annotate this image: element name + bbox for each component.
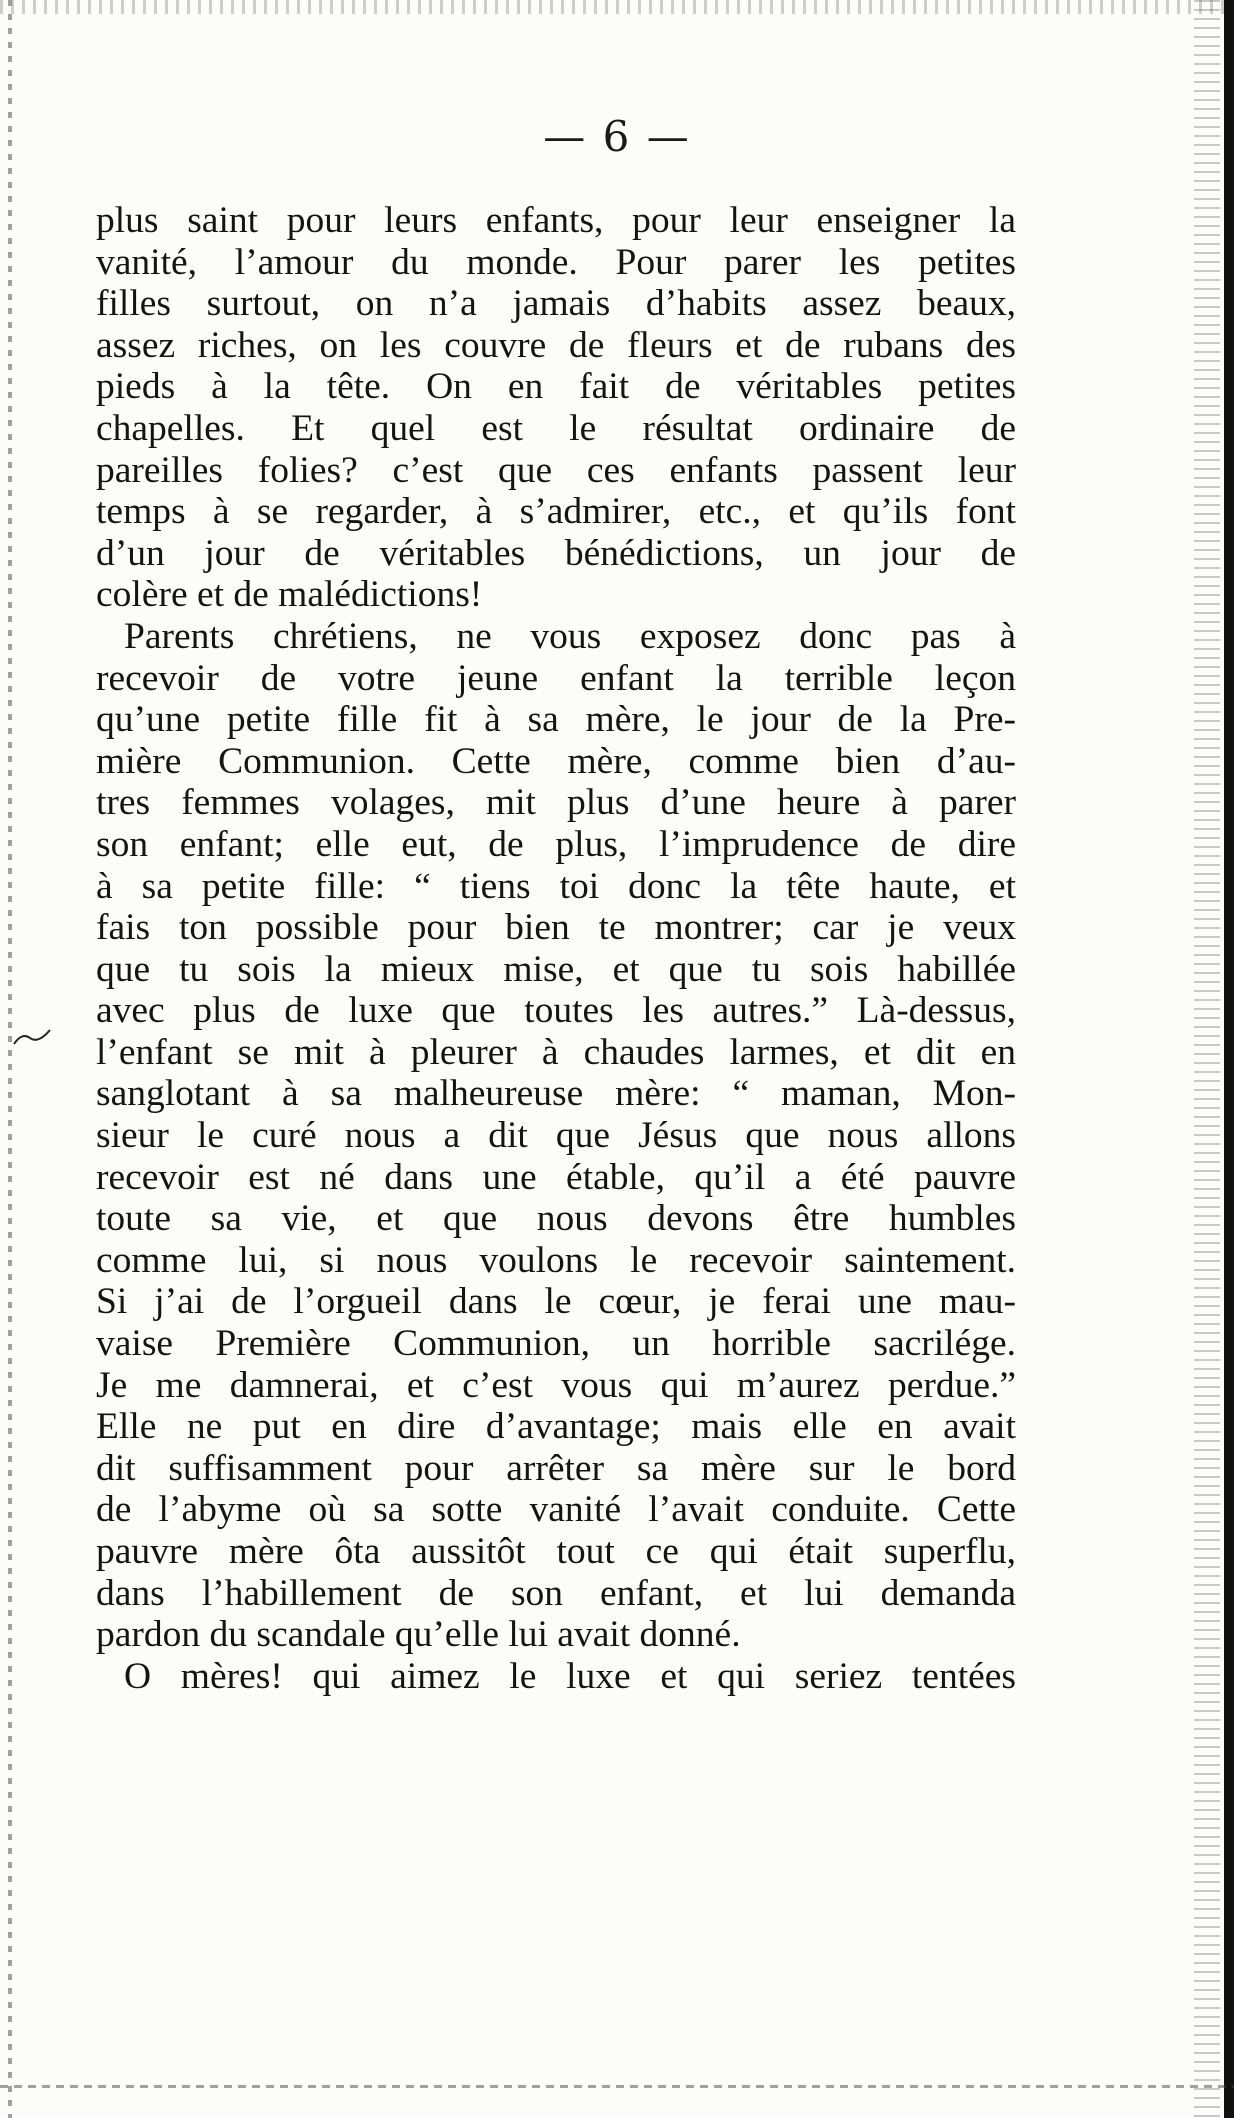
- text-line: colère et de malédictions!: [96, 574, 483, 616]
- text-line: vaise Première Communion, un horrible sacrilége.: [96, 1323, 1016, 1365]
- text-line: Je me damnerai, et c’est vous qui m’aurez perdue.”: [96, 1364, 1016, 1406]
- text-line: pieds à la tête. On en fait de véritables petites: [96, 366, 1016, 408]
- body-text: [96, 200, 1016, 1697]
- text-line: assez riches, on les couvre de fleurs et de rubans des: [96, 324, 1016, 366]
- text-line: toute sa vie, et que nous devons être humbles: [96, 1198, 1016, 1240]
- text-line: son enfant; elle eut, de plus, l’imprudence de dire: [96, 823, 1016, 865]
- text-line: filles surtout, on n’a jamais d’habits assez beaux,: [96, 283, 1016, 325]
- scan-edge-top: [0, 0, 1234, 14]
- text-line: d’un jour de véritables bénédictions, un jour de: [96, 532, 1016, 574]
- text-line: vanité, l’amour du monde. Pour parer les petites: [96, 241, 1016, 283]
- text-line: recevoir est né dans une étable, qu’il a été pauvre: [96, 1156, 1016, 1198]
- text-line: chapelles. Et quel est le résultat ordinaire de: [96, 407, 1016, 449]
- text-line: sanglotant à sa malheureuse mère: “ maman, Mon-: [96, 1073, 1016, 1115]
- text-line: dans l’habillement de son enfant, et lui demanda: [96, 1572, 1016, 1614]
- text-line: fais ton possible pour bien te montrer; car je veux: [96, 907, 1016, 949]
- scan-edge-left: [8, 0, 12, 2118]
- text-line: Si j’ai de l’orgueil dans le cœur, je ferai une mau-: [96, 1281, 1016, 1323]
- text-line: temps à se regarder, à s’admirer, etc., et qu’ils font: [96, 491, 1016, 533]
- scan-edge-bottom: [0, 2085, 1234, 2088]
- text-line: plus saint pour leurs enfants, pour leur enseigner la: [96, 200, 1016, 241]
- text-line: Elle ne put en dire d’avantage; mais elle en avait: [96, 1406, 1016, 1448]
- text-line: qu’une petite fille fit à sa mère, le jour de la Pre-: [96, 699, 1016, 741]
- text-line: recevoir de votre jeune enfant la terrible leçon: [96, 657, 1016, 699]
- text-line: dit suffisamment pour arrêter sa mère sur le bord: [96, 1447, 1016, 1489]
- page-number: — 6 —: [543, 112, 691, 161]
- text-line: à sa petite fille: “ tiens toi donc la tête haute, et: [96, 865, 1016, 907]
- text-line: avec plus de luxe que toutes les autres.” Là-dessus,: [96, 990, 1016, 1032]
- text-line: sieur le curé nous a dit que Jésus que nous allons: [96, 1115, 1016, 1157]
- margin-pencil-mark: [12, 1022, 52, 1052]
- text-line: comme lui, si nous voulons le recevoir saintement.: [96, 1239, 1016, 1281]
- text-line: pauvre mère ôta aussitôt tout ce qui était superflu,: [96, 1531, 1016, 1572]
- text-line: de l’abyme où sa sotte vanité l’avait conduite. Cette: [96, 1489, 1016, 1531]
- text-line: pardon du scandale qu’elle lui avait donné.: [96, 1614, 741, 1656]
- text-line: tres femmes volages, mit plus d’une heure à parer: [96, 782, 1016, 824]
- scan-edge-right: [1224, 0, 1234, 2118]
- text-line: mière Communion. Cette mère, comme bien d’au-: [96, 740, 1016, 782]
- text-line: que tu sois la mieux mise, et que tu sois habillée: [96, 948, 1016, 990]
- text-line: pareilles folies? c’est que ces enfants passent leur: [96, 449, 1016, 491]
- scan-speckle-right: [1194, 0, 1220, 2118]
- text-line: Parents chrétiens, ne vous exposez donc pas à: [124, 615, 1016, 657]
- text-line: l’enfant se mit à pleurer à chaudes larmes, et dit en: [96, 1031, 1016, 1073]
- text-line: O mères! qui aimez le luxe et qui seriez tentées: [124, 1655, 1016, 1697]
